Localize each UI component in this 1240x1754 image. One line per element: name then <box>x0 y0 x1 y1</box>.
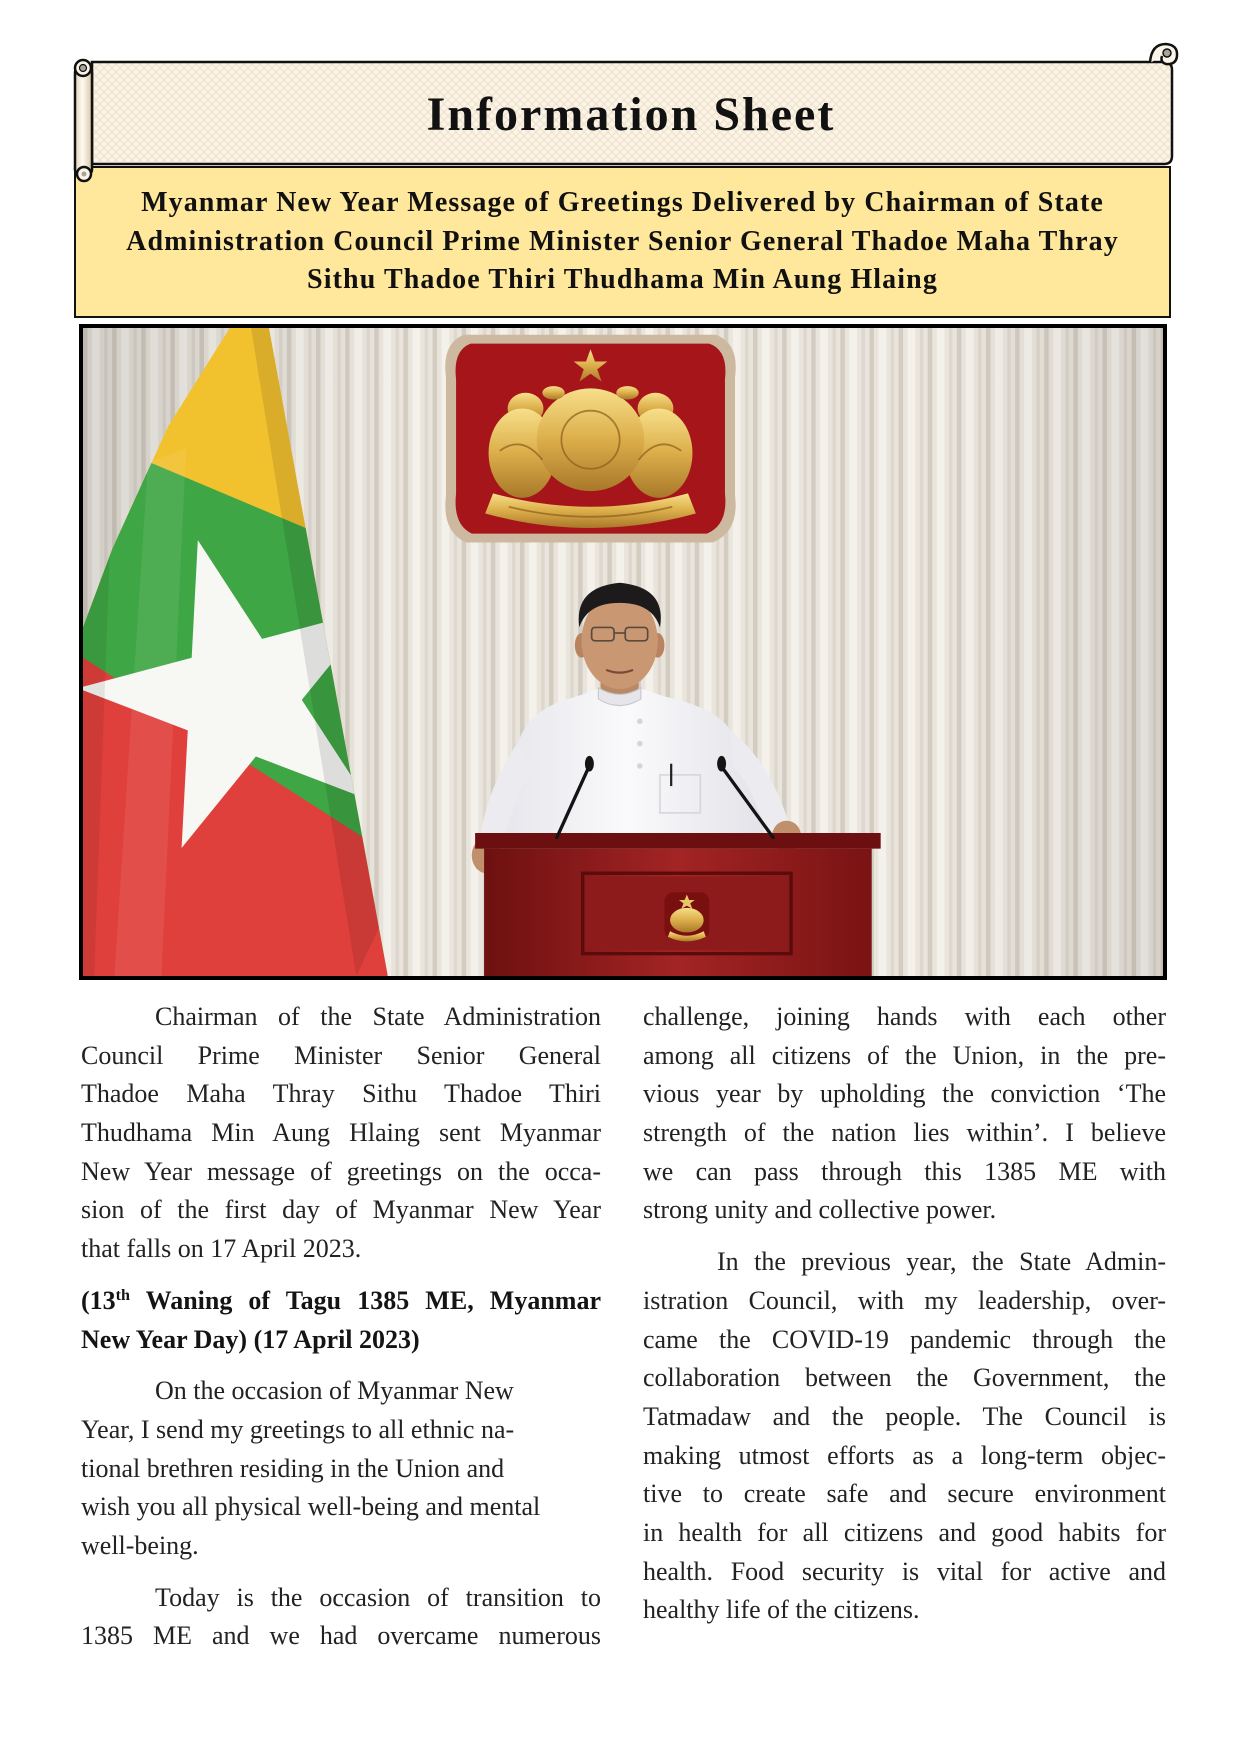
date-heading-day: (13 <box>81 1285 116 1315</box>
paragraph-line: came the COVID-19 pandemic through the <box>643 1324 1166 1354</box>
paragraph-line: that falls on 17 April 2023. <box>81 1234 362 1264</box>
paragraph-line: strength of the nation lies within’. I believe <box>643 1118 1166 1148</box>
body-paragraph <box>643 998 1166 1230</box>
paragraph-line: well-being. <box>81 1530 199 1560</box>
scroll-left-roll <box>75 60 92 181</box>
paragraph-line: we can pass through this 1385 ME with <box>643 1156 1166 1186</box>
paragraph-line: 1385 ME and we had overcame numerous <box>81 1621 601 1651</box>
paragraph-line: among all citizens of the Union, in the pre- <box>643 1040 1166 1070</box>
paragraph-line: Year, I send my greetings to all ethnic na- <box>81 1414 515 1444</box>
podium-emblem <box>664 892 709 941</box>
headline-line: Administration Council Prime Minister Senior General Thadoe Maha Thray <box>126 225 1119 257</box>
date-heading <box>81 1282 601 1359</box>
date-heading-text: Waning of Tagu 1385 ME, Myanmar <box>130 1285 601 1315</box>
paragraph-line: vious year by upholding the conviction ‘The <box>643 1079 1166 1109</box>
paragraph-line: in health for all citizens and good habits for <box>643 1517 1166 1547</box>
state-emblem-plaque <box>445 335 736 543</box>
podium <box>475 833 881 976</box>
date-heading-line: New Year Day) (17 April 2023) <box>81 1324 420 1354</box>
paragraph-line: Thudhama Min Aung Hlaing sent Myanmar <box>81 1118 601 1148</box>
paragraph-line: healthy life of the citizens. <box>643 1595 920 1625</box>
paragraph-line: Thadoe Maha Thray Sithu Thadoe Thiri <box>81 1079 601 1109</box>
paragraph-line: challenge, joining hands with each other <box>643 1002 1166 1031</box>
paragraph-line: sion of the first day of Myanmar New Year <box>81 1195 601 1225</box>
paragraph-line: On the occasion of Myanmar New <box>155 1376 514 1406</box>
paragraph-line: istration Council, with my leadership, over- <box>643 1285 1166 1315</box>
paragraph-line: Council Prime Minister Senior General <box>81 1040 601 1070</box>
paragraph-line: New Year message of greetings on the occa- <box>81 1156 601 1186</box>
body-paragraph <box>81 998 601 1269</box>
paragraph-line: Tatmadaw and the people. The Council is <box>643 1401 1166 1431</box>
paragraph-line: Today is the occasion of transition to <box>155 1582 601 1612</box>
speech-photo <box>79 324 1167 980</box>
paragraph-line: wish you all physical well-being and mental <box>81 1492 541 1522</box>
paragraph-line: In the previous year, the State Admin- <box>717 1247 1166 1277</box>
date-heading-line <box>81 1282 601 1321</box>
page-title: Information Sheet <box>426 88 836 141</box>
headline-line: Sithu Thadoe Thiri Thudhama Min Aung Hlaing <box>307 264 938 296</box>
body-paragraph <box>81 1372 601 1565</box>
paragraph-line: tional brethren residing in the Union and <box>81 1453 505 1483</box>
paragraph-line: making utmost efforts as a long-term objec- <box>643 1440 1166 1470</box>
paragraph-line: strong unity and collective power. <box>643 1195 997 1225</box>
paragraph-line: tive to create safe and secure environment <box>643 1479 1166 1509</box>
left-column <box>81 998 601 1656</box>
paragraph-line: collaboration between the Government, the <box>643 1363 1166 1393</box>
paragraph-line: health. Food security is vital for active and <box>643 1556 1166 1586</box>
body-paragraph <box>81 1579 601 1656</box>
speech-photo-scene <box>83 328 1163 976</box>
right-column <box>643 998 1166 1630</box>
body-paragraph <box>643 1243 1166 1630</box>
ordinal-suffix: th <box>115 1286 130 1304</box>
headline-line: Myanmar New Year Message of Greetings Delivered by Chairman of State <box>141 186 1104 218</box>
paragraph-line: Chairman of the State Administration <box>155 1002 601 1031</box>
